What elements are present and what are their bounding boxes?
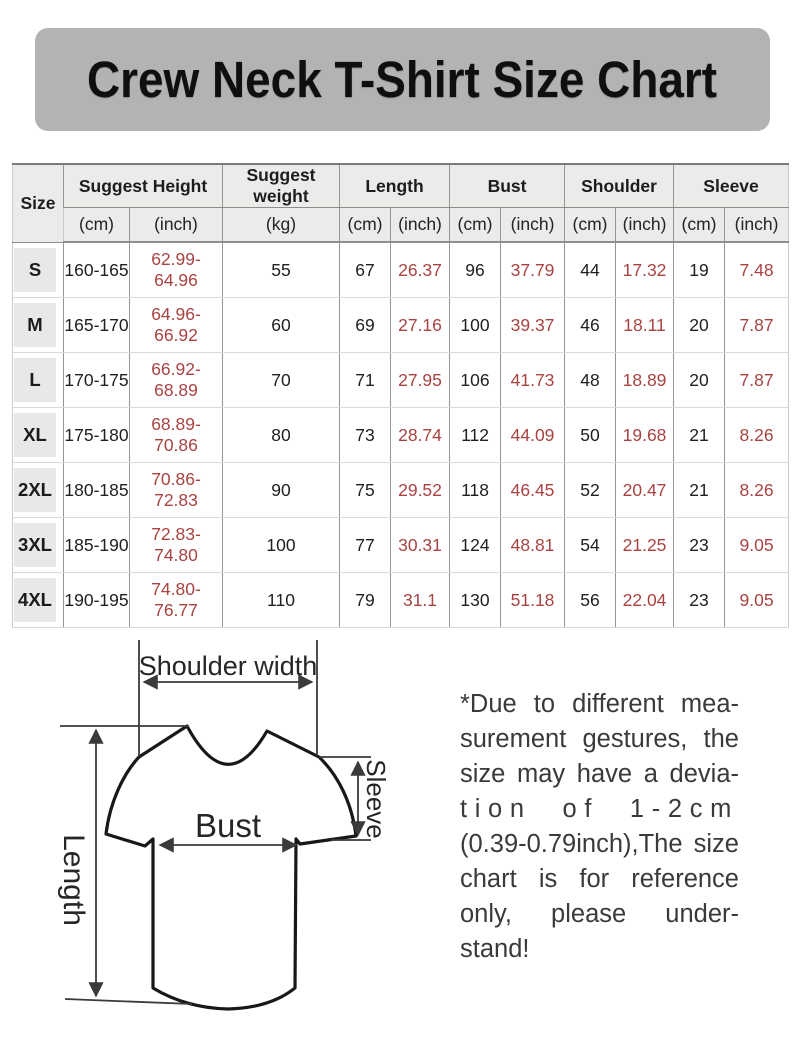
table-cell: 7.87 xyxy=(725,353,789,408)
table-cell: 96 xyxy=(450,242,501,298)
size-cell xyxy=(13,353,64,408)
table-header xyxy=(13,164,789,242)
unit-header: (kg) xyxy=(223,208,340,243)
size-cell xyxy=(13,573,64,628)
table-cell: 22.04 xyxy=(616,573,674,628)
table-cell: 190-195 xyxy=(64,573,130,628)
table-cell: 77 xyxy=(340,518,391,573)
table-row xyxy=(13,518,789,573)
table-cell: 37.79 xyxy=(501,242,565,298)
table-cell: 75 xyxy=(340,463,391,518)
table-cell: 51.18 xyxy=(501,573,565,628)
size-badge: L xyxy=(14,358,56,402)
unit-header: (cm) xyxy=(450,208,501,243)
table-row xyxy=(13,463,789,518)
length-tick-bottom xyxy=(65,999,192,1004)
note-line: surement gestures, the xyxy=(460,725,739,753)
table-cell: 62.99-64.96 xyxy=(130,242,223,298)
group-header: Bust xyxy=(450,164,565,208)
group-header: Suggest Height xyxy=(64,164,223,208)
table-cell: 130 xyxy=(450,573,501,628)
table-cell: 100 xyxy=(450,298,501,353)
size-badge: M xyxy=(14,303,56,347)
table-cell: 110 xyxy=(223,573,340,628)
measurement-note xyxy=(460,687,739,967)
table-cell: 19.68 xyxy=(616,408,674,463)
size-badge: XL xyxy=(14,413,56,457)
table-row xyxy=(13,298,789,353)
table-cell: 170-175 xyxy=(64,353,130,408)
table-cell: 8.26 xyxy=(725,408,789,463)
table-cell: 67 xyxy=(340,242,391,298)
unit-header: (cm) xyxy=(674,208,725,243)
table-cell: 44 xyxy=(565,242,616,298)
size-cell xyxy=(13,242,64,298)
table-cell: 21 xyxy=(674,463,725,518)
table-cell: 21 xyxy=(674,408,725,463)
table-cell: 71 xyxy=(340,353,391,408)
size-cell xyxy=(13,408,64,463)
table-cell: 29.52 xyxy=(391,463,450,518)
unit-header: (cm) xyxy=(340,208,391,243)
table-cell: 50 xyxy=(565,408,616,463)
tshirt-measurement-diagram xyxy=(40,625,440,1025)
unit-header: (inch) xyxy=(725,208,789,243)
table-cell: 79 xyxy=(340,573,391,628)
table-cell: 72.83-74.80 xyxy=(130,518,223,573)
group-header: Shoulder xyxy=(565,164,674,208)
note-line: tion of 1-2cm xyxy=(460,795,739,823)
size-badge: 3XL xyxy=(14,523,56,567)
table-cell: 20 xyxy=(674,353,725,408)
note-line: size may have a devia- xyxy=(460,760,739,788)
table-cell: 118 xyxy=(450,463,501,518)
table-body xyxy=(13,242,789,628)
group-header: Length xyxy=(340,164,450,208)
table-cell: 175-180 xyxy=(64,408,130,463)
table-cell: 7.48 xyxy=(725,242,789,298)
unit-header: (inch) xyxy=(130,208,223,243)
table-cell: 73 xyxy=(340,408,391,463)
group-header: Suggest weight xyxy=(223,164,340,208)
table-cell: 26.37 xyxy=(391,242,450,298)
size-badge: S xyxy=(14,248,56,292)
bust-label: Bust xyxy=(194,807,262,844)
table-cell: 80 xyxy=(223,408,340,463)
size-column-header: Size xyxy=(13,164,64,242)
table-cell: 46 xyxy=(565,298,616,353)
table-cell: 21.25 xyxy=(616,518,674,573)
table-row xyxy=(13,353,789,408)
table-cell: 185-190 xyxy=(64,518,130,573)
table-cell: 30.31 xyxy=(391,518,450,573)
note-line: chart is for reference xyxy=(460,865,739,893)
table-cell: 28.74 xyxy=(391,408,450,463)
table-cell: 48 xyxy=(565,353,616,408)
table-cell: 160-165 xyxy=(64,242,130,298)
table-cell: 64.96-66.92 xyxy=(130,298,223,353)
note-line: stand! xyxy=(460,935,530,963)
table-cell: 39.37 xyxy=(501,298,565,353)
table-cell: 27.95 xyxy=(391,353,450,408)
size-cell xyxy=(13,463,64,518)
size-badge: 4XL xyxy=(14,578,56,622)
table-cell: 100 xyxy=(223,518,340,573)
table-cell: 56 xyxy=(565,573,616,628)
note-line: *Due to different mea- xyxy=(460,690,739,718)
table-cell: 44.09 xyxy=(501,408,565,463)
table-cell: 70.86-72.83 xyxy=(130,463,223,518)
table-cell: 124 xyxy=(450,518,501,573)
shoulder-width-label: Shoulder width xyxy=(138,651,318,681)
table-row xyxy=(13,573,789,628)
length-label: Length xyxy=(57,834,90,926)
unit-header: (cm) xyxy=(565,208,616,243)
table-cell: 17.32 xyxy=(616,242,674,298)
sleeve-label: Sleeve xyxy=(361,759,391,839)
table-cell: 23 xyxy=(674,573,725,628)
size-table xyxy=(12,163,789,628)
table-cell: 18.89 xyxy=(616,353,674,408)
table-cell: 70 xyxy=(223,353,340,408)
table-row xyxy=(13,242,789,298)
table-cell: 54 xyxy=(565,518,616,573)
table-cell: 46.45 xyxy=(501,463,565,518)
title-bar xyxy=(35,28,770,131)
table-cell: 69 xyxy=(340,298,391,353)
unit-header: (inch) xyxy=(391,208,450,243)
table-cell: 66.92-68.89 xyxy=(130,353,223,408)
unit-header: (inch) xyxy=(616,208,674,243)
unit-header: (cm) xyxy=(64,208,130,243)
table-cell: 48.81 xyxy=(501,518,565,573)
table-cell: 20.47 xyxy=(616,463,674,518)
table-cell: 23 xyxy=(674,518,725,573)
table-cell: 112 xyxy=(450,408,501,463)
size-cell xyxy=(13,518,64,573)
table-cell: 52 xyxy=(565,463,616,518)
table-cell: 19 xyxy=(674,242,725,298)
table-row xyxy=(13,408,789,463)
table-cell: 106 xyxy=(450,353,501,408)
table-cell: 55 xyxy=(223,242,340,298)
note-line: only, please under- xyxy=(460,900,739,928)
size-cell xyxy=(13,298,64,353)
table-cell: 20 xyxy=(674,298,725,353)
tshirt-outline xyxy=(106,726,356,1009)
group-header: Sleeve xyxy=(674,164,789,208)
table-cell: 27.16 xyxy=(391,298,450,353)
table-cell: 9.05 xyxy=(725,573,789,628)
table-cell: 74.80-76.77 xyxy=(130,573,223,628)
table-cell: 31.1 xyxy=(391,573,450,628)
table-cell: 68.89-70.86 xyxy=(130,408,223,463)
table-cell: 60 xyxy=(223,298,340,353)
page-title: Crew Neck T-Shirt Size Chart xyxy=(87,51,718,108)
table-cell: 180-185 xyxy=(64,463,130,518)
table-cell: 8.26 xyxy=(725,463,789,518)
table-cell: 9.05 xyxy=(725,518,789,573)
note-line: (0.39-0.79inch),The size xyxy=(460,830,739,858)
table-cell: 165-170 xyxy=(64,298,130,353)
table-cell: 41.73 xyxy=(501,353,565,408)
size-badge: 2XL xyxy=(14,468,56,512)
table-cell: 7.87 xyxy=(725,298,789,353)
table-cell: 18.11 xyxy=(616,298,674,353)
unit-header: (inch) xyxy=(501,208,565,243)
table-cell: 90 xyxy=(223,463,340,518)
